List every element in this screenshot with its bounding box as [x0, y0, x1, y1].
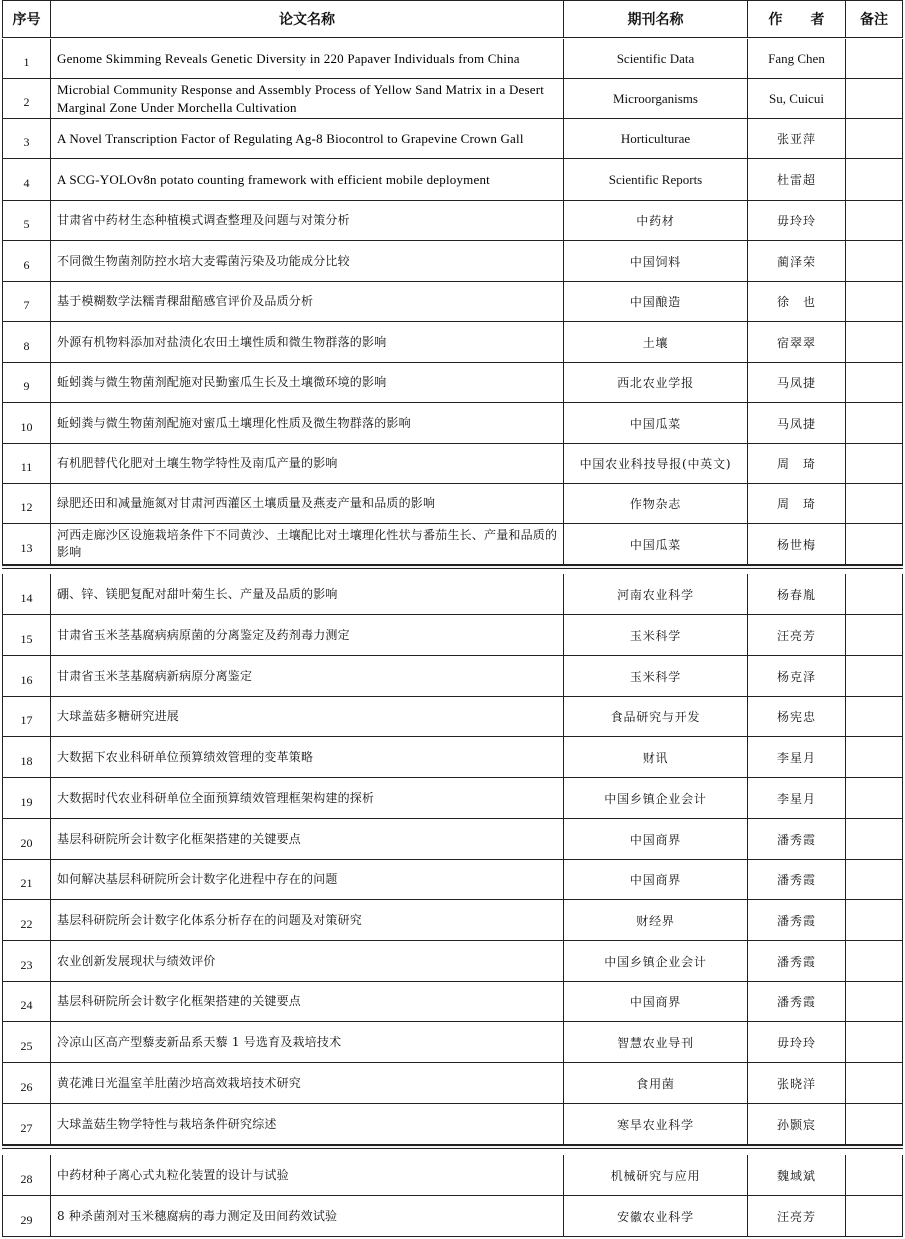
row-number: 28	[2, 1155, 51, 1196]
paper-title: 中药材种子离心式丸粒化装置的设计与试验	[51, 1155, 564, 1196]
table-row	[2, 444, 903, 484]
paper-title: A Novel Transcription Factor of Regulating Ag-8 Biocontrol to Grapevine Crown Gall	[51, 119, 564, 159]
row-number: 6	[2, 241, 51, 282]
row-number: 17	[2, 697, 51, 737]
author-name: Fang Chen	[748, 39, 846, 79]
header-journal: 期刊名称	[564, 0, 748, 38]
paper-title: 基层科研院所会计数字化框架搭建的关键要点	[51, 982, 564, 1022]
header-no: 序号	[2, 0, 51, 38]
remark	[846, 39, 903, 79]
row-number: 19	[2, 778, 51, 819]
author-name: 潘秀霞	[748, 819, 846, 860]
author-name: 汪亮芳	[748, 1196, 846, 1237]
table-row	[2, 737, 903, 778]
table-row	[2, 201, 903, 241]
author-name: 周 琦	[748, 444, 846, 484]
row-number: 27	[2, 1104, 51, 1145]
remark	[846, 982, 903, 1022]
table-row	[2, 39, 903, 79]
table-row	[2, 656, 903, 697]
table-row	[2, 1063, 903, 1104]
table-row	[2, 403, 903, 444]
paper-title: 8 种杀菌剂对玉米穗腐病的毒力测定及田间药效试验	[51, 1196, 564, 1237]
journal-name: 中国瓜菜	[564, 403, 748, 444]
remark	[846, 1104, 903, 1145]
row-number: 10	[2, 403, 51, 444]
author-name: 宿翠翠	[748, 322, 846, 363]
journal-name: Scientific Data	[564, 39, 748, 79]
author-name: 杨克泽	[748, 656, 846, 697]
table-row	[2, 697, 903, 737]
remark	[846, 159, 903, 201]
author-name: 杨春胤	[748, 574, 846, 615]
paper-title: 甘肃省玉米茎基腐病病原菌的分离鉴定及药剂毒力测定	[51, 615, 564, 656]
row-number: 26	[2, 1063, 51, 1104]
row-number: 3	[2, 119, 51, 159]
row-number: 21	[2, 860, 51, 900]
author-name: 毋玲玲	[748, 1022, 846, 1063]
journal-name: 土壤	[564, 322, 748, 363]
journal-name: 中国瓜菜	[564, 524, 748, 565]
table-row	[2, 819, 903, 860]
paper-title: 不同微生物菌剂防控水培大麦霉菌污染及功能成分比较	[51, 241, 564, 282]
journal-name: 中国商界	[564, 819, 748, 860]
paper-title: 甘肃省玉米茎基腐病新病原分离鉴定	[51, 656, 564, 697]
header-remark: 备注	[846, 0, 903, 38]
journal-name: 河南农业科学	[564, 574, 748, 615]
table-row	[2, 778, 903, 819]
table-row	[2, 363, 903, 403]
header-title: 论文名称	[51, 0, 564, 38]
row-number: 16	[2, 656, 51, 697]
author-name: 杨宪忠	[748, 697, 846, 737]
journal-name: Microorganisms	[564, 79, 748, 119]
remark	[846, 322, 903, 363]
journal-name: 玉米科学	[564, 656, 748, 697]
journal-name: 中国饲料	[564, 241, 748, 282]
journal-name: 中国商界	[564, 860, 748, 900]
journal-name: 寒旱农业科学	[564, 1104, 748, 1145]
table-row	[2, 79, 903, 119]
paper-title: 大数据时代农业科研单位全面预算绩效管理框架构建的探析	[51, 778, 564, 819]
journal-name: 机械研究与应用	[564, 1155, 748, 1196]
table-section-separator	[2, 1145, 903, 1149]
journal-name: 中国酿造	[564, 282, 748, 322]
remark	[846, 574, 903, 615]
paper-title: A SCG-YOLOv8n potato counting framework with efficient mobile deployment	[51, 159, 564, 201]
remark	[846, 1155, 903, 1196]
paper-title: 有机肥替代化肥对土壤生物学特性及南瓜产量的影响	[51, 444, 564, 484]
journal-name: 中国乡镇企业会计	[564, 941, 748, 982]
author-name: 徐 也	[748, 282, 846, 322]
row-number: 9	[2, 363, 51, 403]
journal-name: 西北农业学报	[564, 363, 748, 403]
paper-title: 绿肥还田和减量施氮对甘肃河西灌区土壤质量及燕麦产量和品质的影响	[51, 484, 564, 524]
remark	[846, 1022, 903, 1063]
paper-title: 基层科研院所会计数字化体系分析存在的问题及对策研究	[51, 900, 564, 941]
table-row	[2, 1104, 903, 1145]
author-name: 张晓洋	[748, 1063, 846, 1104]
paper-title: 基层科研院所会计数字化框架搭建的关键要点	[51, 819, 564, 860]
paper-title: Genome Skimming Reveals Genetic Diversity in 220 Papaver Individuals from China	[51, 39, 564, 79]
paper-title: 蚯蚓粪与微生物菌剂配施对蜜瓜土壤理化性质及微生物群落的影响	[51, 403, 564, 444]
row-number: 11	[2, 444, 51, 484]
remark	[846, 403, 903, 444]
table-row	[2, 941, 903, 982]
row-number: 24	[2, 982, 51, 1022]
header-author: 作 者	[748, 0, 846, 38]
remark	[846, 941, 903, 982]
author-name: 潘秀霞	[748, 900, 846, 941]
journal-name: Scientific Reports	[564, 159, 748, 201]
table-header-row	[2, 0, 903, 38]
table-row	[2, 574, 903, 615]
remark	[846, 737, 903, 778]
author-name: 马凤捷	[748, 403, 846, 444]
table-row	[2, 241, 903, 282]
paper-title: 冷凉山区高产型藜麦新品系天藜 1 号选育及栽培技术	[51, 1022, 564, 1063]
row-number: 22	[2, 900, 51, 941]
paper-title: 如何解决基层科研院所会计数字化进程中存在的问题	[51, 860, 564, 900]
paper-title: 外源有机物料添加对盐渍化农田土壤性质和微生物群落的影响	[51, 322, 564, 363]
paper-title: 河西走廊沙区设施栽培条件下不同黄沙、土壤配比对土壤理化性状与番茄生长、产量和品质的影响	[51, 524, 564, 565]
remark	[846, 484, 903, 524]
journal-name: 作物杂志	[564, 484, 748, 524]
author-name: 周 琦	[748, 484, 846, 524]
remark	[846, 444, 903, 484]
row-number: 7	[2, 282, 51, 322]
remark	[846, 79, 903, 119]
journal-name: Horticulturae	[564, 119, 748, 159]
remark	[846, 524, 903, 565]
table-row	[2, 119, 903, 159]
author-name: 魏域斌	[748, 1155, 846, 1196]
journal-name: 中国乡镇企业会计	[564, 778, 748, 819]
table-row	[2, 1196, 903, 1237]
remark	[846, 819, 903, 860]
journal-name: 食品研究与开发	[564, 697, 748, 737]
author-name: 李星月	[748, 737, 846, 778]
row-number: 5	[2, 201, 51, 241]
author-name: 潘秀霞	[748, 860, 846, 900]
journal-name: 食用菌	[564, 1063, 748, 1104]
author-name: 马凤捷	[748, 363, 846, 403]
row-number: 23	[2, 941, 51, 982]
row-number: 18	[2, 737, 51, 778]
author-name: 杨世梅	[748, 524, 846, 565]
remark	[846, 363, 903, 403]
author-name: 蔺泽荣	[748, 241, 846, 282]
journal-name: 财讯	[564, 737, 748, 778]
paper-title: 蚯蚓粪与微生物菌剂配施对民勤蜜瓜生长及土壤微环境的影响	[51, 363, 564, 403]
paper-title: 基于模糊数学法糯青稞甜醅感官评价及品质分析	[51, 282, 564, 322]
remark	[846, 282, 903, 322]
paper-title: 硼、锌、镁肥复配对甜叶菊生长、产量及品质的影响	[51, 574, 564, 615]
table-row	[2, 860, 903, 900]
paper-title: 大球盖菇多糖研究进展	[51, 697, 564, 737]
journal-name: 财经界	[564, 900, 748, 941]
paper-title: 大数据下农业科研单位预算绩效管理的变革策略	[51, 737, 564, 778]
author-name: 潘秀霞	[748, 982, 846, 1022]
remark	[846, 697, 903, 737]
remark	[846, 656, 903, 697]
table-row	[2, 615, 903, 656]
row-number: 25	[2, 1022, 51, 1063]
author-name: 孙颢宸	[748, 1104, 846, 1145]
table-row	[2, 484, 903, 524]
table-row	[2, 282, 903, 322]
author-name: 毋玲玲	[748, 201, 846, 241]
paper-title: Microbial Community Response and Assembly Process of Yellow Sand Matrix in a Desert Marginal Zone Under Morchella Cultivation	[51, 79, 564, 119]
remark	[846, 1063, 903, 1104]
remark	[846, 615, 903, 656]
journal-name: 安徽农业科学	[564, 1196, 748, 1237]
author-name: 汪亮芳	[748, 615, 846, 656]
remark	[846, 860, 903, 900]
row-number: 15	[2, 615, 51, 656]
table-row	[2, 322, 903, 363]
journal-name: 中国农业科技导报(中英文)	[564, 444, 748, 484]
journal-name: 玉米科学	[564, 615, 748, 656]
paper-title: 农业创新发展现状与绩效评价	[51, 941, 564, 982]
journal-name: 智慧农业导刊	[564, 1022, 748, 1063]
row-number: 1	[2, 39, 51, 79]
row-number: 8	[2, 322, 51, 363]
remark	[846, 778, 903, 819]
remark	[846, 201, 903, 241]
paper-title: 黄花滩日光温室羊肚菌沙培高效栽培技术研究	[51, 1063, 564, 1104]
remark	[846, 119, 903, 159]
row-number: 29	[2, 1196, 51, 1237]
table-section-separator	[2, 565, 903, 569]
remark	[846, 241, 903, 282]
paper-title: 甘肃省中药材生态种植模式调查整理及问题与对策分析	[51, 201, 564, 241]
journal-name: 中国商界	[564, 982, 748, 1022]
row-number: 20	[2, 819, 51, 860]
table-row	[2, 1155, 903, 1196]
author-name: Su, Cuicui	[748, 79, 846, 119]
row-number: 12	[2, 484, 51, 524]
paper-title: 大球盖菇生物学特性与栽培条件研究综述	[51, 1104, 564, 1145]
row-number: 4	[2, 159, 51, 201]
remark	[846, 1196, 903, 1237]
journal-name: 中药材	[564, 201, 748, 241]
table-row	[2, 1022, 903, 1063]
author-name: 张亚萍	[748, 119, 846, 159]
author-name: 潘秀霞	[748, 941, 846, 982]
table-row	[2, 524, 903, 565]
row-number: 14	[2, 574, 51, 615]
remark	[846, 900, 903, 941]
author-name: 杜雷超	[748, 159, 846, 201]
table-row	[2, 900, 903, 941]
author-name: 李星月	[748, 778, 846, 819]
table-row	[2, 159, 903, 201]
row-number: 2	[2, 79, 51, 119]
table-row	[2, 982, 903, 1022]
row-number: 13	[2, 524, 51, 565]
